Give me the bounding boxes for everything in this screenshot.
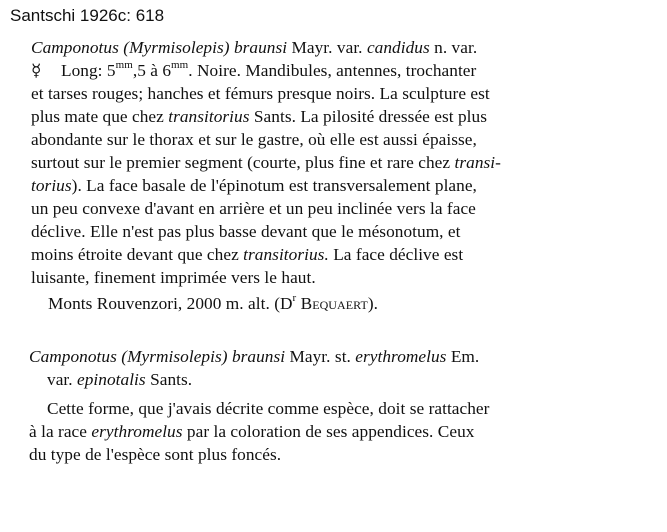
entry2-var-author: Sants. (150, 370, 193, 389)
entry1-line-5-taxon: transi- (454, 153, 501, 172)
size-value-b: ,5 à 6 (132, 61, 172, 80)
entry1-line-9 (31, 243, 463, 266)
entry1-line-6 (31, 174, 477, 197)
entry1-subgenus: (Myrmisolepis) (123, 38, 230, 57)
entry1-line-3 (31, 105, 487, 128)
entry2-title-line (29, 345, 479, 368)
entry2-species: braunsi (231, 347, 286, 366)
entry1-species: braunsi (233, 38, 288, 57)
entry2-line-2-b: par la coloration de ses appendices. Ceux (186, 422, 475, 441)
entry1-line-1 (31, 59, 476, 82)
entry1-line-10: luisante, finement imprimée vers le haut. (31, 268, 316, 287)
entry2-line-1: Cette forme, que j'avais décrite comme espèce, doit se rattacher (47, 399, 490, 418)
citation-header: Santschi 1926c: 618 (10, 6, 165, 25)
entry1-line-1-rest: . Noire. Mandibules, antennes, trochanter (188, 61, 477, 80)
entry1-line-7: un peu convexe d'avant en arrière et un peu inclinée vers la face (31, 199, 476, 218)
long-label: Long: (61, 61, 103, 80)
entry1-line-9-taxon: transitorius. (243, 245, 329, 264)
locality-end: ). (367, 294, 379, 313)
entry2-line-2-taxon: erythromelus (91, 422, 183, 441)
size-unit-b: mm (171, 59, 189, 72)
entry1-line-9-b: La face déclive est (333, 245, 464, 264)
entry2-title-line-2 (47, 368, 192, 391)
entry2-author: Mayr. (289, 347, 331, 366)
entry1-line-6-b: ). La face basale de l'épinotum est transversalement plane, (71, 176, 477, 195)
entry1-nvar: n. var. (434, 38, 478, 57)
size-value-a: 5 (106, 61, 116, 80)
entry1-genus: Camponotus (31, 38, 119, 57)
entry2-st-label: st. (334, 347, 351, 366)
entry1-line-8: déclive. Elle n'est pas plus basse devant que le mésonotum, et (31, 222, 461, 241)
entry1-line-5 (31, 151, 501, 174)
entry1-line-3-a: plus mate que chez (31, 107, 164, 126)
entry1-line-9-a: moins étroite devant que chez (31, 245, 239, 264)
entry2-race-author: Em. (450, 347, 480, 366)
entry1-line-3-taxon: transitorius (168, 107, 250, 126)
entry2-line-2 (29, 420, 474, 443)
entry2-race: erythromelus (355, 347, 447, 366)
entry1-line-5-a: surtout sur le premier segment (courte, plus fine et rare chez (31, 153, 451, 172)
collector-name: Bequaert (300, 294, 368, 313)
entry2-genus: Camponotus (29, 347, 117, 366)
entry1-line-4: abondante sur le thorax et sur le gastre, où elle est aussi épaisse, (31, 130, 477, 149)
entry2-line-3: du type de l'espèce sont plus foncés. (29, 445, 282, 464)
locality-text: Monts Rouvenzori, 2000 m. alt. (D (48, 294, 293, 313)
entry2-var-label: var. (47, 370, 73, 389)
entry2-variety: epinotalis (77, 370, 146, 389)
entry1-locality (48, 292, 378, 315)
size-unit-a: mm (115, 59, 133, 72)
entry1-title-line (31, 36, 477, 59)
entry1-variety: candidus (366, 38, 430, 57)
entry1-line-6-taxon: torius (31, 176, 72, 195)
entry1-author: Mayr. (291, 38, 333, 57)
locality-title-sup: r (292, 292, 297, 305)
entry2-line-2-a: à la race (29, 422, 87, 441)
entry1-line-3-b: Sants. La pilosité dressée est plus (253, 107, 487, 126)
entry1-line-2: et tarses rouges; hanches et fémurs presque noirs. La sculpture est (31, 84, 490, 103)
entry1-var-label: var. (336, 38, 363, 57)
entry2-subgenus: (Myrmisolepis) (121, 347, 228, 366)
female-symbol-icon: ☿ (31, 61, 42, 80)
